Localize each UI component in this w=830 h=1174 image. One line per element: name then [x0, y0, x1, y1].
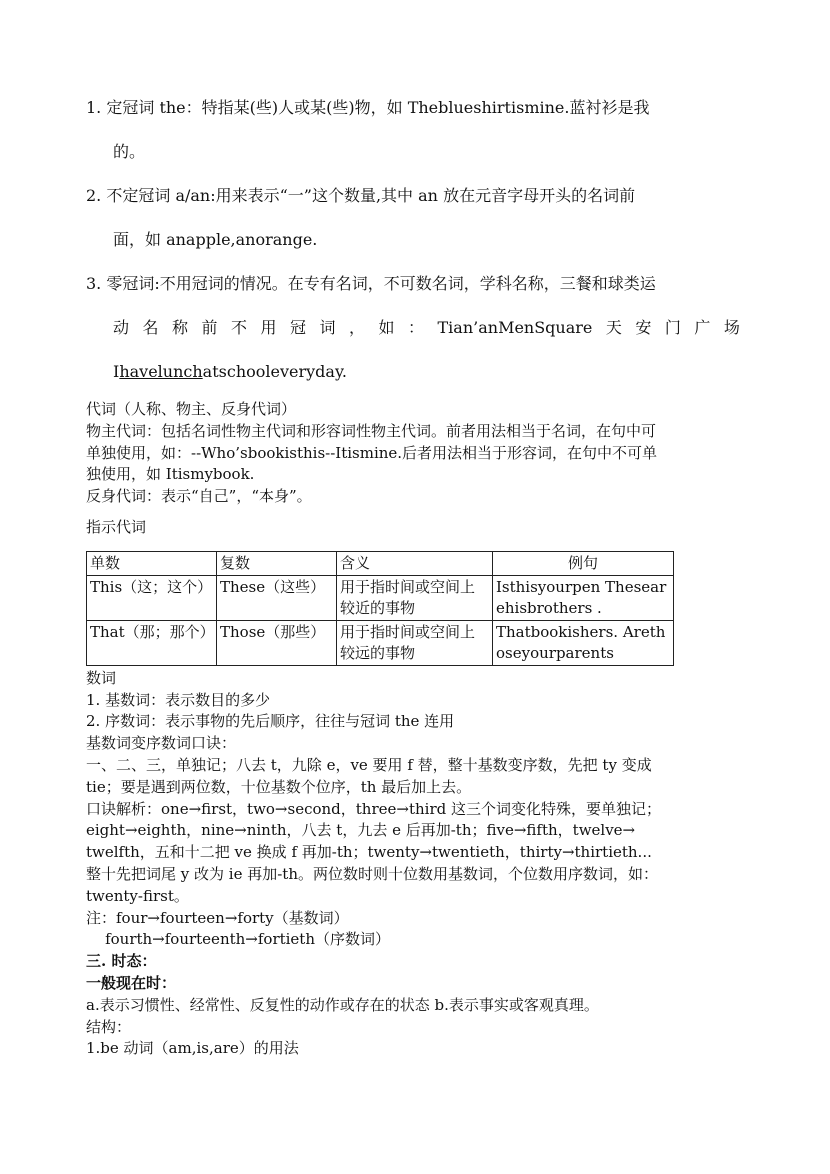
text-line: 1.be 动词（am,is,are）的用法 — [86, 1039, 299, 1058]
text-line: 基数词变序数词口诀： — [86, 734, 237, 753]
text-segment: 名 — [142, 318, 159, 337]
text-segment: 门 — [664, 318, 681, 337]
pronouns-section — [86, 399, 746, 539]
table-cell: Isthisyourpen Thesearehisbrothers . — [493, 575, 674, 620]
table-cell: Those（那些） — [217, 620, 337, 665]
article-item-2: 2. 不定冠词 a/an:用来表示“一”这个数量,其中 an 放在元音字母开头的名词前 — [86, 186, 636, 205]
article-item-3-line3: Ihavelunchatschooleveryday. — [113, 362, 347, 381]
article-item-3: 3. 零冠词:不用冠词的情况。在专有名词，不可数名词，学科名称，三餐和球类运 — [86, 274, 656, 293]
table-header-row — [87, 551, 674, 575]
table-cell: These（这些） — [217, 575, 337, 620]
text-line: fourth→fourteenth→fortieth（序数词） — [86, 930, 390, 949]
text-line: 一、二、三，单独记；八去 t，九除 e，ve 要用 f 替，整十基数变序数，先把 ty 变成 — [86, 755, 652, 774]
demonstrative-table — [86, 551, 674, 666]
table-cell: That（那；那个） — [87, 620, 217, 665]
text-line: 2. 序数词：表示事物的先后顺序，往往与冠词 the 连用 — [86, 712, 455, 731]
text-line: twenty-first。 — [86, 886, 189, 905]
text-segment: 天 — [605, 318, 622, 337]
numerals-section — [86, 668, 746, 951]
subsection-heading: 一般现在时： — [86, 973, 177, 992]
text-line: 1. 基数词：表示数目的多少 — [86, 690, 271, 709]
text-segment: 动 — [113, 318, 130, 337]
text-line: 单独使用，如：--Who’sbookisthis--Itismine.后者用法相当于形容词，在句中不可单 — [86, 443, 658, 462]
section-heading: 数词 — [86, 668, 117, 687]
table-cell: 用于指时间或空间上较近的事物 — [337, 575, 493, 620]
articles-list — [86, 97, 740, 383]
text-segment: ， — [349, 318, 366, 337]
table-header-cell: 复数 — [217, 551, 337, 575]
article-item-3-line2 — [86, 317, 740, 361]
text-segment: Tian’anMenSquare — [437, 318, 593, 337]
text-segment: 前 — [201, 318, 218, 337]
text-segment: 用 — [260, 318, 277, 337]
text-line: 整十先把词尾 y 改为 ie 再加-th。两位数时则十位数用基数词，个位数用序数词，如： — [86, 864, 658, 883]
text-line: twelfth，五和十二把 ve 换成 f 再加-th；twenty→twentieth，thirty→thirtieth... — [86, 843, 652, 862]
text-segment: 广 — [694, 318, 711, 337]
text-segment: 称 — [172, 318, 189, 337]
text-segment: 不 — [231, 318, 248, 337]
table-row — [87, 620, 674, 665]
table-header-cell: 例句 — [493, 551, 674, 575]
table-cell: This（这；这个） — [87, 575, 217, 620]
table-header-cell: 含义 — [337, 551, 493, 575]
text-segment: ： — [408, 318, 425, 337]
text-segment: 场 — [723, 318, 740, 337]
section-heading: 指示代词 — [86, 517, 147, 536]
text-line: a.表示习惯性、经常性、反复性的动作或存在的状态 b.表示事实或客观真理。 — [86, 995, 599, 1014]
text-segment: 词 — [319, 318, 336, 337]
article-item-2-continuation: 面，如 anapple,anorange. — [113, 230, 318, 249]
text-line: tie；要是遇到两位数，十位基数个位序，th 最后加上去。 — [86, 777, 472, 796]
table-header-cell: 单数 — [87, 551, 217, 575]
text-line: 独使用，如 Itismybook. — [86, 465, 255, 484]
text-line: 物主代词：包括名词性物主代词和形容词性物主代词。前者用法相当于名词，在句中可 — [86, 421, 657, 440]
underlined-text: havelunch — [119, 362, 203, 381]
table-row — [87, 575, 674, 620]
tenses-section — [86, 951, 746, 1060]
table-cell: 用于指时间或空间上较远的事物 — [337, 620, 493, 665]
text-line: 口诀解析：one→first，two→second，three→third 这三个词变化特殊，要单独记； — [86, 799, 661, 818]
table-cell: Thatbookishers. Arethoseyourparents — [493, 620, 674, 665]
text-line: eight→eighth，nine→ninth，八去 t，九去 e 后再加-th；five→fifth，twelve→ — [86, 821, 636, 840]
article-item-1-continuation: 的。 — [113, 142, 146, 161]
text-line: 结构： — [86, 1017, 132, 1036]
section-heading: 三. 时态： — [86, 952, 157, 971]
section-heading: 代词（人称、物主、反身代词） — [86, 400, 297, 418]
text-segment: 安 — [635, 318, 652, 337]
text-segment: 冠 — [290, 318, 307, 337]
text-line: 注：four→fourteen→forty（基数词） — [86, 908, 349, 927]
text-segment: 如 — [378, 318, 395, 337]
text-line: 反身代词：表示“自己”，“本身”。 — [86, 487, 312, 506]
article-item-1: 1. 定冠词 the：特指某(些)人或某(些)物，如 Theblueshirtismine.蓝衬衫是我 — [86, 98, 650, 117]
